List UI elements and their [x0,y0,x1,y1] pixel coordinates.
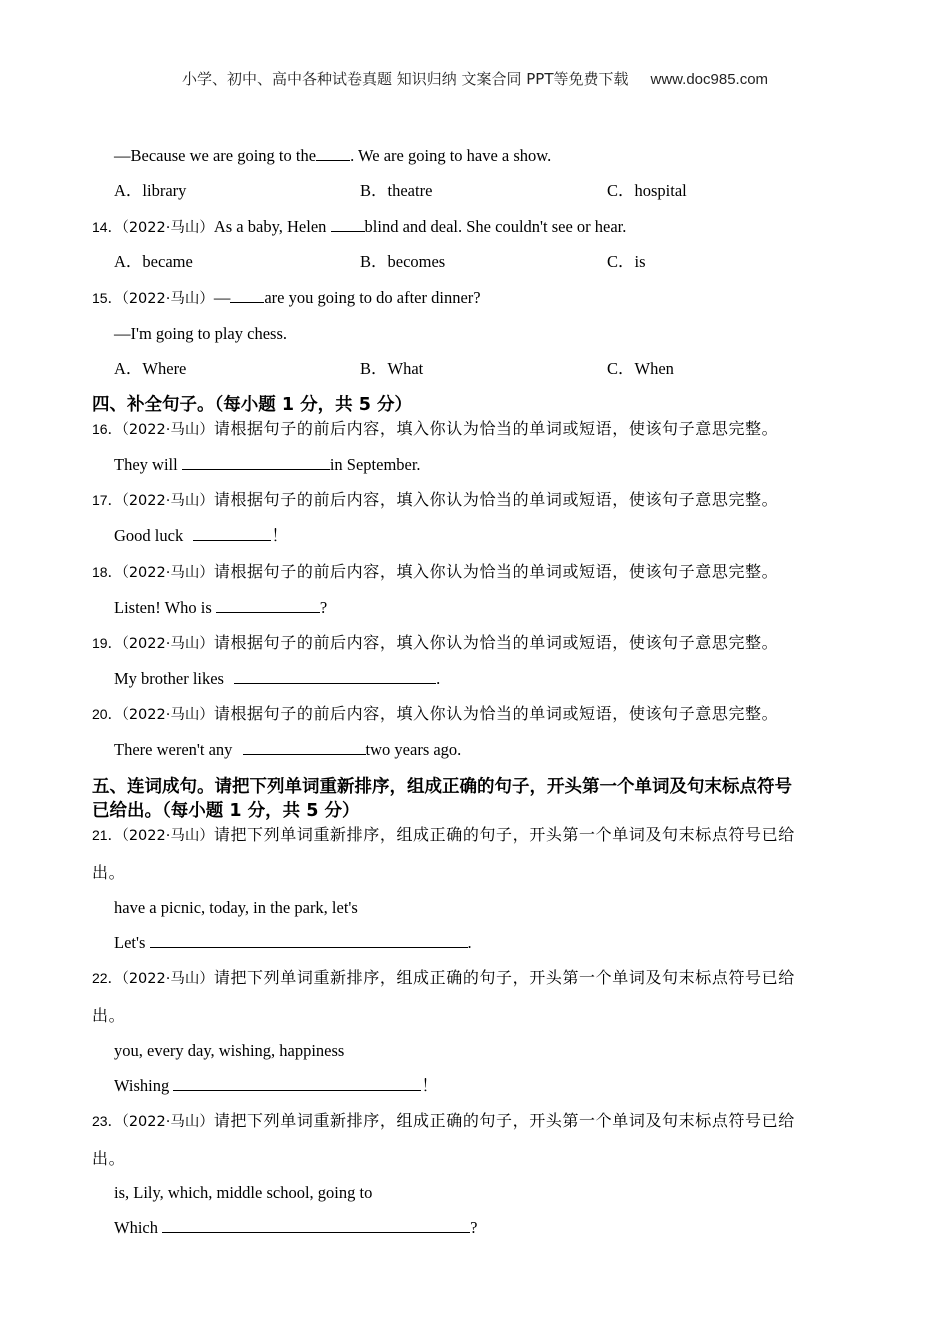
q20-sentence [114,740,461,760]
q17-number: 17． [92,492,122,508]
q21-blank[interactable] [150,933,468,948]
q14-blank[interactable] [331,217,365,232]
q17-prompt [92,490,778,511]
q16-prompt [92,419,778,440]
q17-before: Good luck [114,526,188,545]
q22-number: 22． [92,970,122,986]
q23-number: 23． [92,1113,122,1129]
q13-option-b[interactable]: B．theatre [360,181,433,200]
q23-prompt [92,1111,795,1132]
q18-prompt [92,562,778,583]
q20-blank[interactable] [243,740,366,755]
q19-instruction: 请根据句子的前后内容，填入你认为恰当的单词或短语，使该句子意思完整。 [213,633,779,652]
q23-instruction-tail: 出。 [92,1149,126,1168]
q14-text-b: blind and deal. She couldn't see or hear. [364,217,627,236]
q21-number: 21． [92,827,122,843]
q19-prompt [92,633,778,654]
q14-number: 14． [92,219,122,235]
q15-blank[interactable] [230,288,264,303]
q16-number: 16． [92,421,122,437]
q18-after: ? [319,598,328,617]
q17-instruction: 请根据句子的前后内容，填入你认为恰当的单词或短语，使该句子意思完整。 [213,490,779,509]
header-site: www.doc985.com [650,71,769,88]
q13-line [114,146,551,166]
q22-start: Wishing [114,1076,174,1095]
q23-answer [114,1218,477,1238]
q22-end: ！ [421,1076,438,1095]
q17-blank[interactable] [193,526,271,541]
q20-number: 20． [92,706,122,722]
q18-sentence [114,598,327,618]
q14-source: （2022·马山） [121,220,214,236]
page-header [0,68,950,89]
q13-blank[interactable] [316,146,350,161]
q20-after: two years ago. [365,740,462,759]
q19-source: （2022·马山） [121,636,214,652]
q23-source: （2022·马山） [121,1114,214,1130]
q21-instruction-tail: 出。 [92,863,126,882]
section5-title-line2: 已给出。（每小题 1 分，共 5 分） [92,801,360,821]
q21-instruction: 请把下列单词重新排序，组成正确的句子，开头第一个单词及句末标点符号已给 [213,825,795,844]
q21-prompt [92,825,795,846]
q18-source: （2022·马山） [121,565,214,581]
q14-option-a[interactable]: A．became [114,252,193,271]
q15-answer-line: —I'm going to play chess. [114,324,287,343]
q22-answer [114,1076,438,1096]
q23-words: is, Lily, which, middle school, going to [114,1183,373,1202]
q14-option-b[interactable]: B．becomes [360,252,446,271]
q14-text-a: As a baby, Helen [213,217,331,236]
q21-end: . [467,933,472,952]
q21-source: （2022·马山） [121,828,214,844]
q18-blank[interactable] [216,598,320,613]
q13-text-a: —Because we are going to the [114,146,317,165]
q19-sentence [114,669,440,689]
q17-sentence [114,526,288,546]
q15-option-b[interactable]: B．What [360,359,424,378]
q13-text-b: . We are going to have a show. [350,146,552,165]
q20-prompt [92,704,778,725]
q16-instruction: 请根据句子的前后内容，填入你认为恰当的单词或短语，使该句子意思完整。 [213,419,779,438]
q19-blank[interactable] [234,669,436,684]
q22-prompt [92,968,795,989]
q14-option-c[interactable]: C．is [607,252,646,271]
q15-line [92,288,481,309]
q13-option-c[interactable]: C．hospital [607,181,687,200]
q18-number: 18． [92,564,122,580]
q13-option-a[interactable]: A．library [114,181,187,200]
q16-before: They will [114,455,182,474]
q19-before: My brother likes [114,669,229,688]
q16-blank[interactable] [182,455,330,470]
q22-instruction: 请把下列单词重新排序，组成正确的句子，开头第一个单词及句末标点符号已给 [213,968,795,987]
q23-blank[interactable] [162,1218,470,1233]
q21-answer [114,933,472,953]
q23-start: Which [114,1218,163,1237]
q15-text-b: are you going to do after dinner? [264,288,481,307]
q22-instruction-tail: 出。 [92,1006,126,1025]
q15-text-a: — [213,288,231,307]
q22-source: （2022·马山） [121,971,214,987]
q20-source: （2022·马山） [121,707,214,723]
q20-instruction: 请根据句子的前后内容，填入你认为恰当的单词或短语，使该句子意思完整。 [213,704,779,723]
q17-source: （2022·马山） [121,493,214,509]
q20-before: There weren't any [114,740,237,759]
q15-source: （2022·马山） [121,291,214,307]
q23-end: ? [470,1218,478,1237]
q16-after: in September. [329,455,421,474]
q16-sentence [114,455,421,475]
q19-number: 19． [92,635,122,651]
q23-instruction: 请把下列单词重新排序，组成正确的句子，开头第一个单词及句末标点符号已给 [213,1111,795,1130]
section5-title-line1: 五、连词成句。请把下列单词重新排序，组成正确的句子，开头第一个单词及句末标点符号 [92,777,792,797]
q22-words: you, every day, wishing, happiness [114,1041,345,1060]
header-text: 小学、初中、高中各种试卷真题 知识归纳 文案合同 PPT等免费下载 [181,70,629,88]
q18-before: Listen! Who is [114,598,216,617]
q18-instruction: 请根据句子的前后内容，填入你认为恰当的单词或短语，使该句子意思完整。 [213,562,779,581]
q22-blank[interactable] [173,1076,421,1091]
section4-title: 四、补全句子。（每小题 1 分，共 5 分） [92,395,412,415]
q14-line [92,217,626,238]
q17-after: ！ [271,526,288,545]
q21-start: Let's [114,933,150,952]
q19-after: . [436,669,441,688]
q15-option-a[interactable]: A．Where [114,359,187,378]
q21-words: have a picnic, today, in the park, let's [114,898,358,917]
q15-number: 15． [92,290,122,306]
q15-option-c[interactable]: C．When [607,359,674,378]
q16-source: （2022·马山） [121,422,214,438]
